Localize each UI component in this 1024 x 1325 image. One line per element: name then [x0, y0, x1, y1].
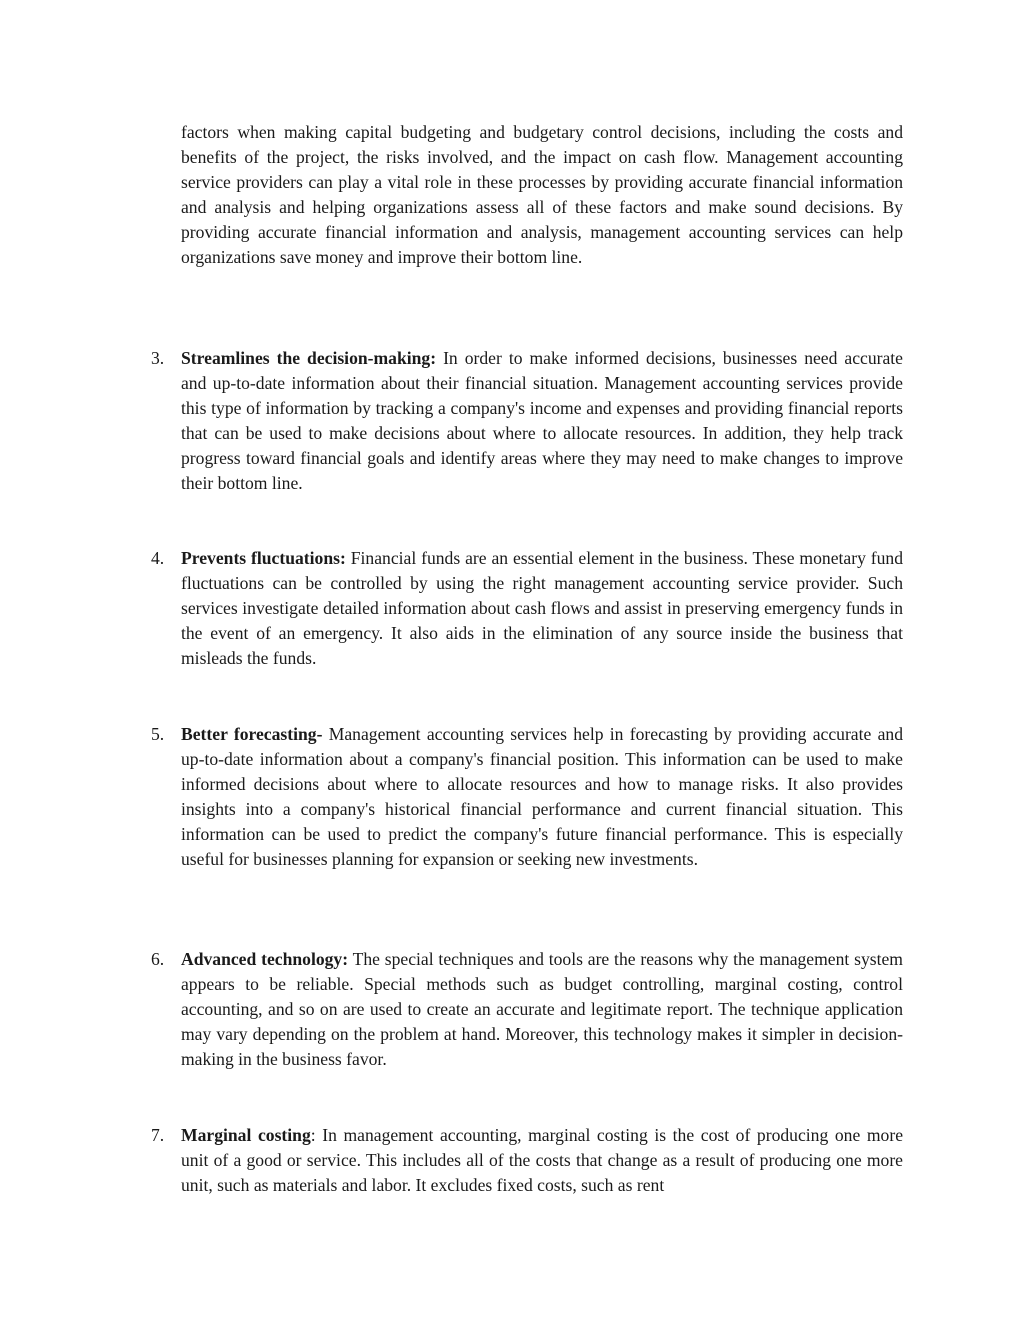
intro-paragraph: factors when making capital budgeting and budgetary control decisions, including the costs and benefits of the project, the risks involved, and the impact on cash flow. Management accounting service providers can play a vital role in these processes by providing accurate financial information and analysis and helping organizations assess all of these factors and make sound decisions. By providing accurate financial information and analysis, management accounting services can help organizations save money and improve their bottom line. [181, 122, 903, 267]
item-body: Management accounting services help in forecasting by providing accurate and up-to-date information about a company's financial position. This information can be used to make informed decisions about where to allocate resources and how to manage risks. It also provides insights into a company's historical financial performance and current financial situation. This information can be used to predict the company's future financial performance. This is especially useful for businesses planning for expansion or seeking new investments. [181, 724, 903, 869]
item-heading: Advanced technology: [181, 949, 349, 969]
list-item-marginal-costing [181, 1123, 903, 1198]
list-item-better-forecasting [181, 722, 903, 872]
item-number: 5. [151, 724, 165, 744]
item-body: The special techniques and tools are the reasons why the management system appears to be reliable. Special methods such as budget controlling, marginal costing, control accounting, and so on are used to create an accurate and legitimate report. The technique application may vary depending on the problem at hand. Moreover, this technology makes it simpler in decision-making in the business favor. [181, 949, 903, 1069]
item-number: 4. [151, 548, 165, 568]
item-body: : In management accounting, marginal costing is the cost of producing one more unit of a good or service. This includes all of the costs that change as a result of producing one more unit, such as materials and labor. It excludes fixed costs, such as rent [181, 1125, 904, 1195]
item-number: 3. [151, 348, 165, 368]
item-body: In order to make informed decisions, businesses need accurate and up-to-date information about their financial situation. Management accounting services provide this type of information by tracking a company's income and expenses and providing financial reports that can be used to make decisions about where to allocate resources. In addition, they help track progress toward financial goals and identify areas where they may need to make changes to improve their bottom line. [181, 348, 903, 493]
item-number: 7. [151, 1125, 165, 1145]
item-heading: Streamlines the decision-making: [181, 348, 437, 368]
list-item-prevents-fluctuations [181, 546, 903, 671]
item-heading: Marginal costing [181, 1125, 311, 1145]
list-item-advanced-technology [181, 947, 903, 1072]
item-heading: Prevents fluctuations: [181, 548, 346, 568]
item-number: 6. [151, 949, 165, 969]
list-item-streamlines-decision-making [181, 346, 903, 496]
item-heading: Better forecasting- [181, 724, 323, 744]
item-body: Financial funds are an essential element in the business. These monetary fund fluctuations can be controlled by using the right management accounting service provider. Such services investigate detailed information about cash flows and assist in preserving emergency funds in the event of an emergency. It also aids in the elimination of any source inside the business that misleads the funds. [181, 548, 903, 668]
